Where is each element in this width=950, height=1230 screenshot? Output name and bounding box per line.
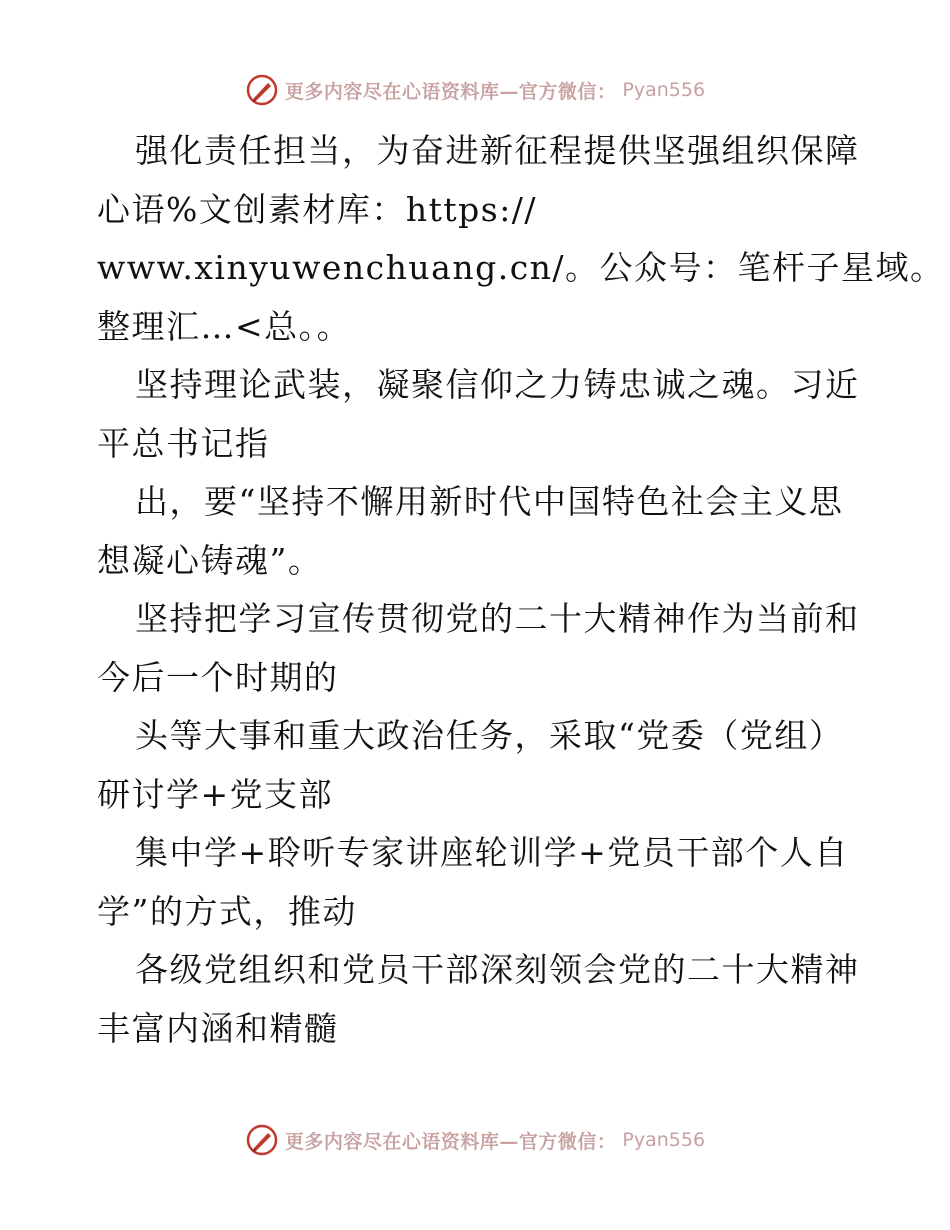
paragraph-line: 各级党组织和党员干部深刻领会党的二十大精神 [135,950,860,989]
paragraph-line: 坚持理论武装，凝聚信仰之力铸忠诚之魂。习近 [135,365,860,404]
paragraph-line: 头等大事和重大政治任务，采取“党委（党组） [135,716,844,755]
paragraph-line: 整理汇…<总。。 [97,306,352,346]
footer-watermark-banner [0,1120,950,1160]
paragraph-line: 想凝心铸魂”。 [97,540,323,580]
paragraph-line: 丰富内涵和精髓 [97,1008,339,1048]
paragraph-line: 强化责任担当，为奋进新征程提供坚强组织保障 [135,131,860,170]
header-watermark-banner [0,70,950,110]
pen-logo-icon [245,1123,279,1157]
paragraph-line: 集中学+聆听专家讲座轮训学+党员干部个人自 [135,833,849,872]
pen-logo-icon [245,73,279,107]
paragraph-line: 出，要“坚持不懈用新时代中国特色社会主义思 [135,482,844,521]
footer-brand-text: 更多内容尽在心语资料库—官方微信： [284,1130,617,1153]
paragraph-line: 坚持把学习宣传贯彻党的二十大精神作为当前和 [135,599,860,638]
header-contact-id: Pyan556 [622,79,706,101]
paragraph-line: 今后一个时期的 [97,657,339,697]
footer-contact-id: Pyan556 [622,1129,706,1151]
document-body [97,122,945,1058]
paragraph-line: www.xinyuwenchuang.cn/。公众号：笔杆子星域。 [97,248,945,287]
paragraph-line: 平总书记指 [97,423,270,463]
paragraph-line: 研讨学+党支部 [97,774,334,814]
paragraph-line: 心语%文创素材库：https:// [97,189,538,229]
header-brand-text: 更多内容尽在心语资料库—官方微信： [284,80,617,103]
paragraph-line: 学”的方式，推动 [97,891,357,931]
